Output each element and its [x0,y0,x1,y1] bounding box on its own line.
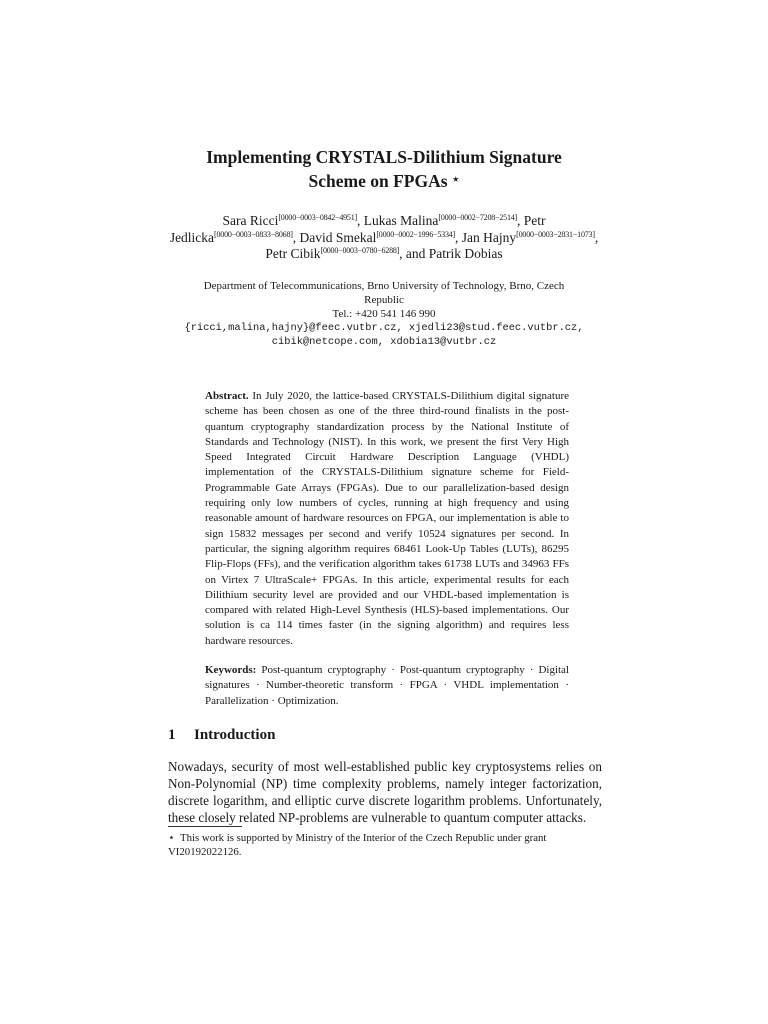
abstract-label: Abstract. [205,390,249,402]
footnote [168,831,604,859]
affiliation-block [160,279,608,349]
author-entry [265,246,428,261]
keywords-paragraph [205,663,569,709]
email-line-2: cibik@netcope.com, xdobia13@vutbr.cz [271,336,497,348]
author-orcid: [0000−0003−2831−1073] [516,229,595,239]
author-name: Jan Hajny [461,229,517,245]
section-number: 1 [168,727,176,743]
keywords-label: Keywords: [205,664,257,677]
intro-paragraph: Nowadays, security of most well-established public key cryptosystems relies on Non-Polynomial (NP) time complexity problems, namely integer factorization, discrete logarithm, and elliptic curve discrete logarithm problems. Unfortunately, these closely related NP-problems are vulnerable to quantum computer attacks. [168,759,602,825]
author-name: Lukas Malina [363,213,439,228]
author-entry [462,230,598,245]
author-name: Sara Ricci [222,213,279,228]
author-separator: , [517,213,524,228]
keywords-text: Post-quantum cryptography · Post-quantum cryptography · Digital signatures · Number-theoretic transform · FPGA · VHDL implementation · Parallelization · Optimization. [205,664,569,707]
author-separator: , [357,213,364,228]
phone-number: Tel.: +420 541 146 990 [332,308,436,320]
abstract-paragraph [205,389,569,649]
author-orcid: [0000−0003−0780−6288] [320,246,400,255]
title-line-2 [0,168,768,192]
title-footnote-mark: ⋆ [451,172,460,186]
footnote-mark: ⋆ [168,832,175,844]
author-list [160,213,608,263]
paper-title [0,146,768,192]
author-name: David Smekal [299,229,377,245]
title-line-2-text: Scheme on FPGAs [308,171,448,191]
author-name: Petr Cibik [265,246,321,261]
author-name: Petr Jedlicka [169,213,546,245]
author-entry [299,230,461,245]
author-orcid: [0000−0002−1996−5334] [376,229,456,239]
email-line-1: {ricci,malina,hajny}@feec.vutbr.cz, xjedli23@stud.feec.vutbr.cz, [184,322,584,334]
author-orcid: [0000−0003−0833−8068] [214,229,293,239]
affiliation-line-1: Department of Telecommunications, Brno University of Technology, Brno, Czech [203,280,565,292]
author-orcid: [0000−0002−7208−2514] [438,213,518,222]
author-separator: , [594,229,599,245]
author-separator: , and [399,246,429,261]
abstract [205,389,569,709]
author-orcid: [0000−0003−0842−4951] [278,213,357,222]
author-entry [364,213,524,228]
author-entry [222,213,363,228]
footnote-rule [168,826,242,827]
title-line-1: Implementing CRYSTALS-Dilithium Signature [206,147,562,167]
affiliation-line-2: Republic [364,294,404,306]
author-separator: , [292,229,300,245]
author-name: Patrik Dobias [428,246,503,261]
abstract-text: In July 2020, the lattice-based CRYSTALS-Dilithium digital signature scheme has been chosen as one of the three third-round finalists in the post-quantum cryptography standardization process by the National Institute of Standards and Technology (NIST). In this work, we present the first Very High Speed Integrated Circuit Hardware Description Language (VHDL) implementation of the CRYSTALS-Dilithium signature scheme for Field-Programmable Gate Arrays (FPGAs). Due to our parallelization-based design requiring only low numbers of cycles, running at high frequency and using reasonable amount of hardware resources on FPGA, our implementation is able to sign 15832 messages per second and verify 10524 signatures per second. In particular, the signing algorithm requires 68461 Look-Up Tables (LUTs), 86295 Flip-Flops (FFs), and the verification algorithm takes 61738 LUTs and 34963 FFs on Virtex 7 UltraScale+ FPGAs. In this article, experimental results for each Dilithium security level are provided and our VHDL-based implementation is compared with related High-Level Synthesis (HLS)-based implementations. Our solution is ca 114 times faster (in the signing algorithm) and requires less hardware resources. [205,390,570,647]
section-heading [168,725,275,745]
author-entry [429,246,503,261]
footnote-text: This work is supported by Ministry of the Interior of the Czech Republic under grant VI20192022126. [168,832,547,858]
section-title: Introduction [194,727,276,743]
author-separator: , [455,229,462,245]
